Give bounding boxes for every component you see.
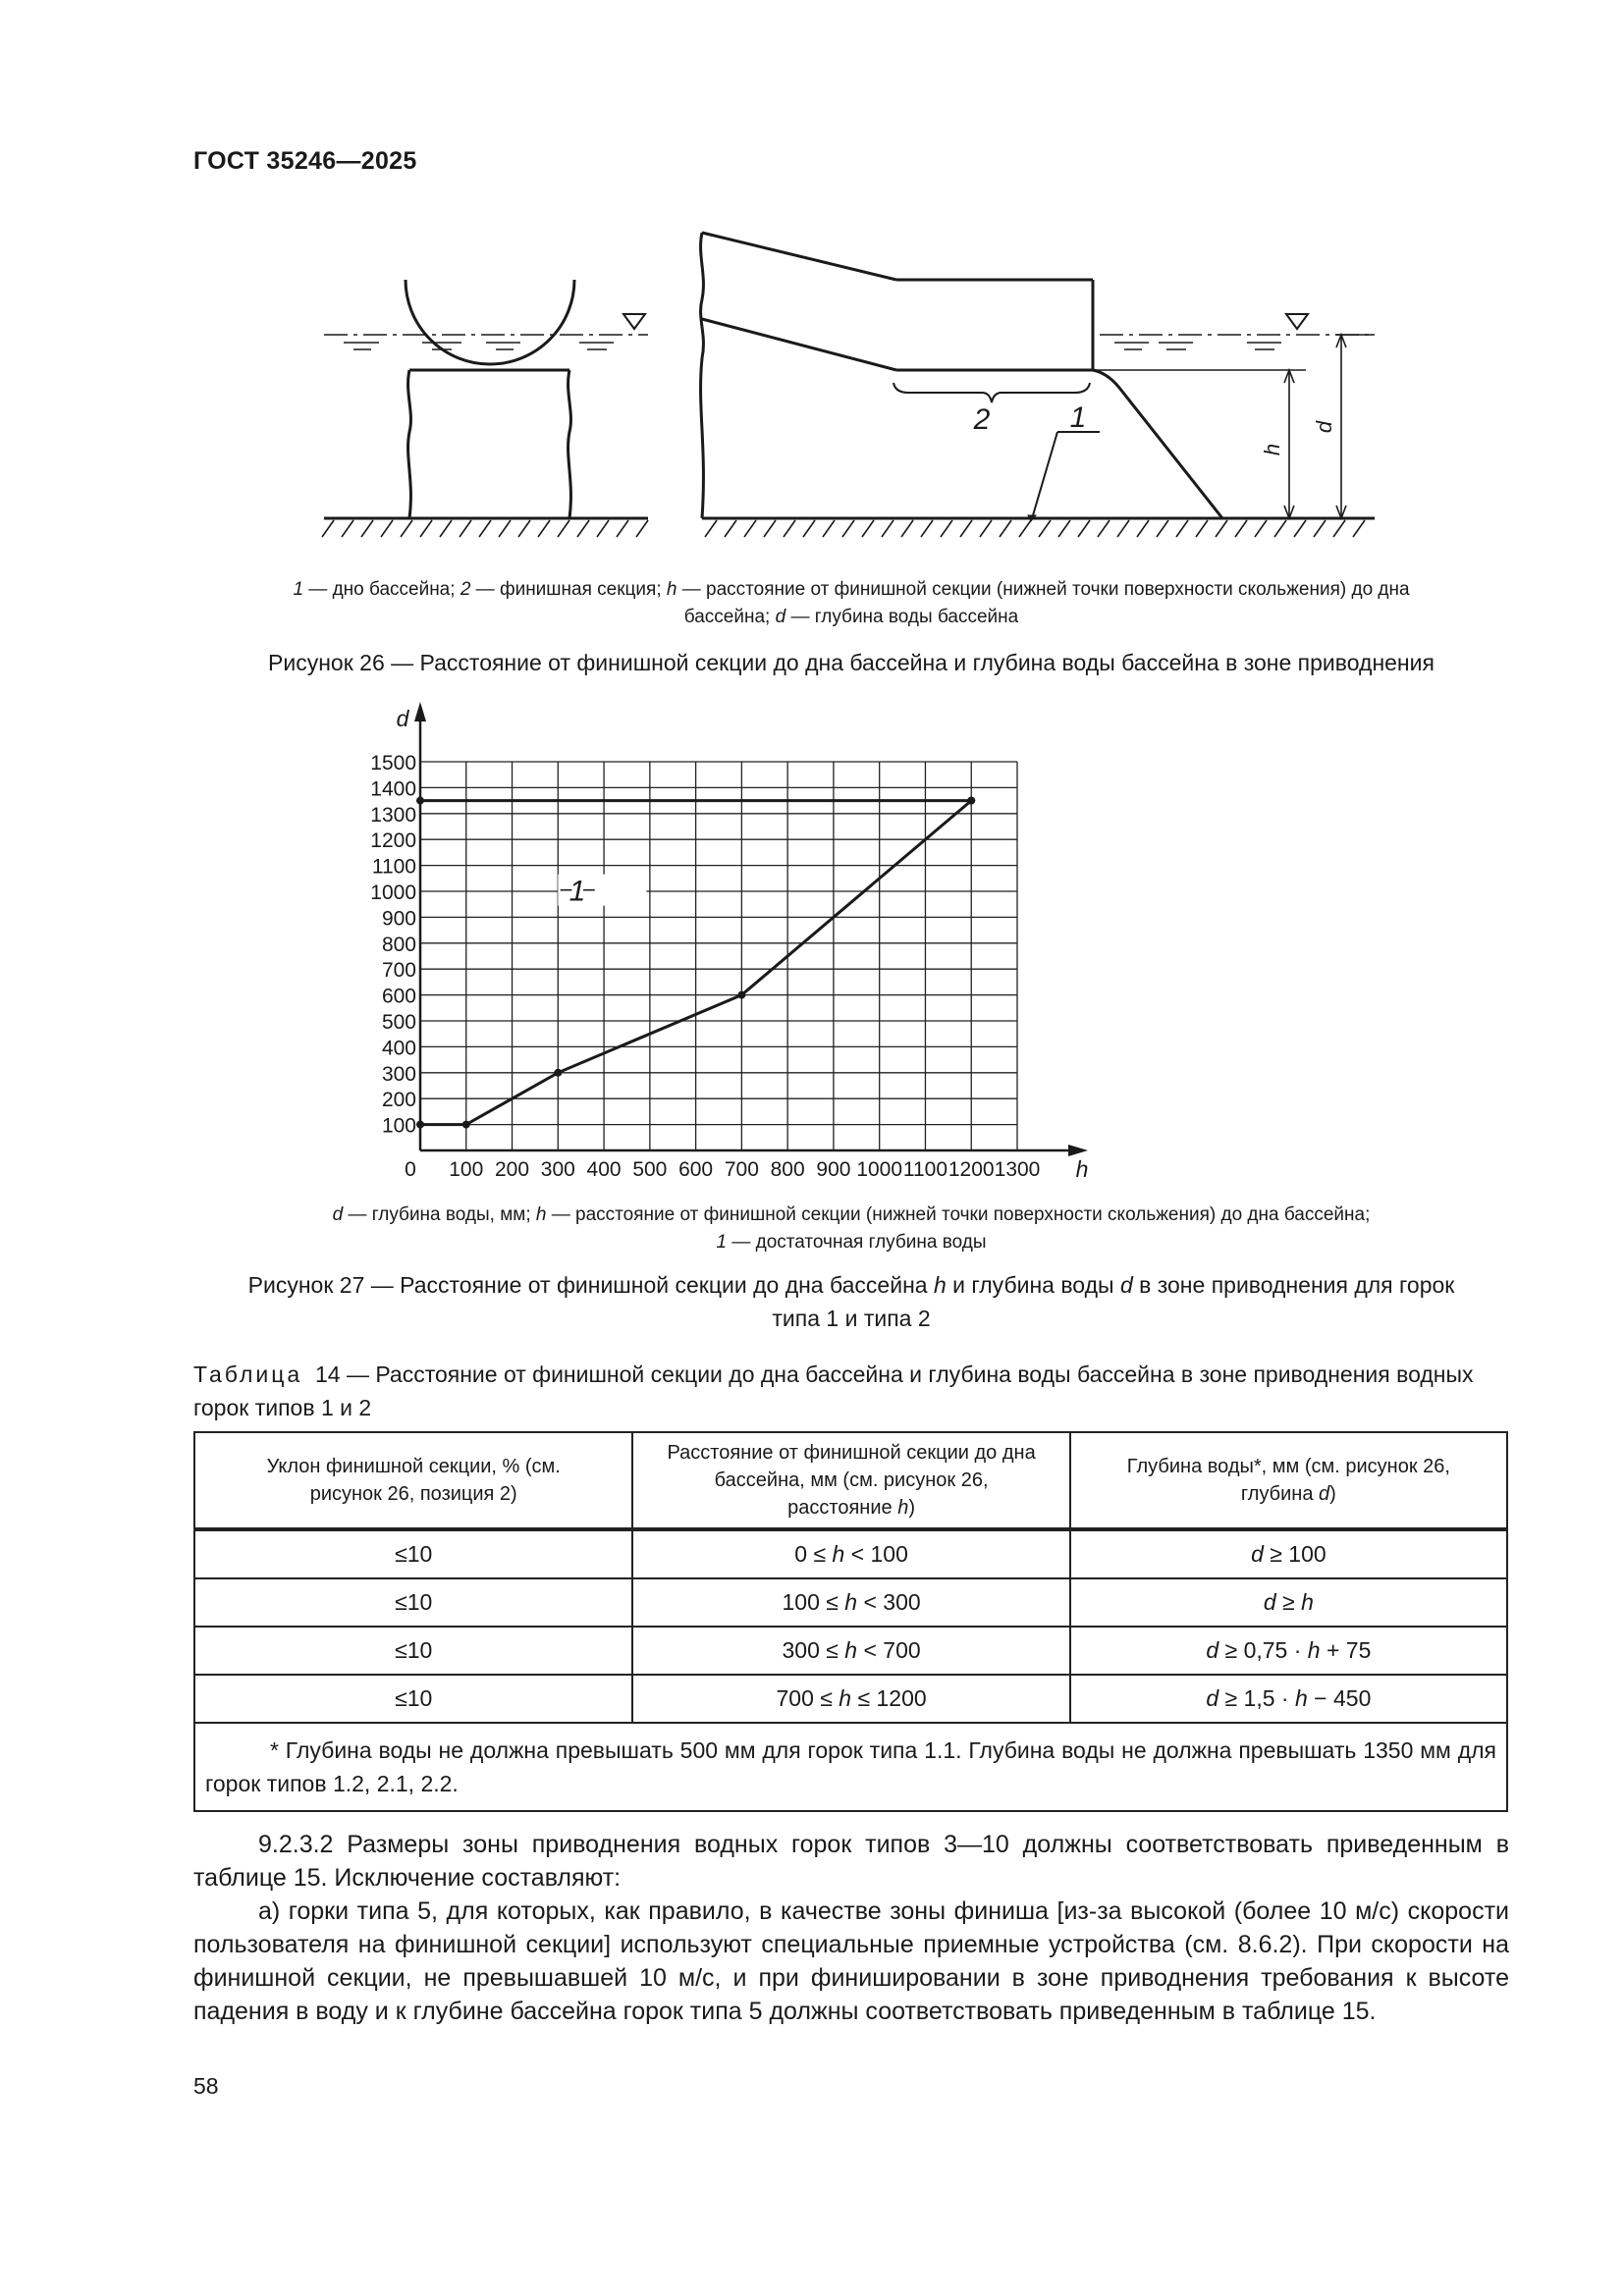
page-number: 58 <box>193 2073 219 2099</box>
figure-26-label-h: h <box>1260 443 1284 456</box>
data-point <box>554 1069 562 1077</box>
figure-26-legend-line1 <box>193 576 1509 604</box>
formula-variable: d <box>1206 1685 1219 1711</box>
paragraph: 9.2.3.2 Размеры зоны приводнения водных горок типов 3—10 должны соответствовать приведенным в таблице 15. Исключение составляют: <box>193 1831 1509 1892</box>
y-tick-label: 400 <box>381 1037 416 1060</box>
x-tick-label: 1200 <box>947 1158 995 1178</box>
header-text: Уклон финишной секции, % (см. рисунок 26, позиция 2) <box>266 1456 561 1505</box>
y-tick-label: 600 <box>381 985 416 1008</box>
table-14-title <box>193 1358 1509 1424</box>
figure-27-legend <box>193 1201 1509 1256</box>
figure-27-chart <box>353 702 1345 1178</box>
x-tick-label: 900 <box>816 1158 851 1178</box>
paragraph: а) горки типа 5, для которых, как правило, в качестве зоны финиша [из-за высокой (более 10 м/с) скорости пользователя на финишной секции] используют специальные приемные устройства (см. 8.6.2). При скорости на финишной секции, не превышавшей 10 м/с, и при финишировании в зоне приводнения требования к высоте падения в воду и к глубине бассейна горок типа 5 должны соответствовать приведенным в таблице 15. <box>193 1897 1509 2025</box>
y-tick-label: 1300 <box>370 803 416 827</box>
figure-27-legend-line1 <box>193 1201 1509 1229</box>
table-cell: 700 ≤ h ≤ 1200 <box>632 1675 1069 1723</box>
caption-text: и глубина воды <box>946 1272 1120 1298</box>
table-note <box>194 1723 1507 1811</box>
table-cell: 300 ≤ h < 700 <box>632 1627 1069 1675</box>
caption-text: в зоне приводнения для горок <box>1132 1272 1455 1298</box>
table-row <box>194 1675 1507 1723</box>
x-tick-label: 400 <box>586 1158 622 1178</box>
legend-term: 2 <box>460 579 471 600</box>
table-note-row <box>194 1723 1507 1811</box>
table-row <box>194 1627 1507 1675</box>
y-tick-label: 1100 <box>371 855 416 879</box>
legend-term: 1 <box>293 579 304 600</box>
header-text: Глубина воды*, мм (см. рисунок 26, глубина d) <box>1126 1456 1450 1505</box>
table-cell: 100 ≤ h < 300 <box>632 1578 1069 1627</box>
legend-text: — расстояние от финишной секции (нижней точки поверхности скольжения) до дна <box>677 579 1410 600</box>
formula-variable: h <box>1307 1637 1321 1663</box>
legend-term: 1 <box>716 1232 728 1253</box>
caption-term: h <box>933 1272 947 1298</box>
x-tick-label: 700 <box>724 1158 759 1178</box>
formula-variable: d <box>1251 1541 1264 1567</box>
legend-text: — достаточная глубина воды <box>727 1232 987 1253</box>
x-tick-label: 500 <box>632 1158 668 1178</box>
x-tick-label: 1100 <box>902 1158 948 1178</box>
formula-variable: h <box>844 1589 858 1615</box>
legend-text: — финишная секция; <box>470 579 667 600</box>
y-axis-label: d <box>396 706 409 731</box>
x-tick-label: 800 <box>770 1158 805 1178</box>
table-header-cell <box>194 1432 632 1529</box>
table-header-cell <box>632 1432 1069 1529</box>
legend-text: — дно бассейна; <box>303 579 460 600</box>
table-cell: d ≥ 1,5 · h − 450 <box>1070 1675 1507 1723</box>
x-tick-label: 600 <box>678 1158 714 1178</box>
formula-variable: h <box>839 1685 852 1711</box>
y-axis-arrow <box>414 702 426 721</box>
table-note-text: * Глубина воды не должна превышать 500 мм для горок типа 1.1. Глубина воды не должна превышать 1350 мм для горок типов 1.2, 2.1, 2.2. <box>205 1737 1496 1796</box>
caption-text: Рисунок 27 — Расстояние от финишной секции до дна бассейна <box>247 1272 934 1298</box>
chart-grid <box>420 762 1017 1150</box>
y-tick-label: 1400 <box>370 777 416 801</box>
legend-term: h <box>666 579 677 600</box>
data-point <box>416 797 424 805</box>
data-point <box>737 991 745 999</box>
table-cell: d ≥ h <box>1070 1578 1507 1627</box>
y-tick-label: 500 <box>381 1011 416 1034</box>
formula-variable: d <box>1263 1589 1276 1615</box>
formula-variable: h <box>1301 1589 1314 1615</box>
table-cell: ≤10 <box>194 1578 632 1627</box>
legend-term: d <box>775 607 786 627</box>
y-tick-label: 1500 <box>370 752 416 774</box>
y-tick-label: 1000 <box>370 881 416 904</box>
y-tick-label: 200 <box>381 1089 416 1112</box>
table-label: Таблица <box>193 1362 303 1387</box>
y-tick-label: 100 <box>381 1114 416 1138</box>
figure-26-label-item2: 2 <box>973 403 991 436</box>
figure-26-caption: Рисунок 26 — Расстояние от финишной секции до дна бассейна и глубина воды бассейна в зоне приводнения <box>268 650 1435 675</box>
data-point <box>967 797 975 805</box>
table-cell: d ≥ 0,75 · h + 75 <box>1070 1627 1507 1675</box>
figure-26-label-item1: 1 <box>1069 401 1087 434</box>
y-tick-label: 800 <box>381 933 416 956</box>
figure-26-diagram <box>314 221 1394 555</box>
table-14 <box>193 1431 1508 1812</box>
figure-26-legend <box>193 576 1509 631</box>
y-tick-label: 300 <box>381 1062 416 1086</box>
y-tick-label: 1200 <box>370 829 416 853</box>
legend-term: d <box>332 1204 344 1225</box>
caption-term: d <box>1119 1272 1133 1298</box>
chart-tick-labels <box>370 752 1040 1178</box>
x-tick-label: 300 <box>540 1158 575 1178</box>
header-text: Расстояние от финишной секции до дна бассейна, мм (см. рисунок 26, расстояние h) <box>667 1442 1036 1519</box>
figure-27-legend-line2 <box>193 1229 1509 1256</box>
x-axis-label: h <box>1075 1156 1089 1178</box>
figure-26-legend-line2 <box>193 604 1509 631</box>
y-tick-label: 900 <box>381 907 416 931</box>
legend-text: — глубина воды бассейна <box>785 607 1019 627</box>
formula-variable: h <box>897 1497 909 1519</box>
figure-27-caption <box>193 1268 1509 1335</box>
x-tick-label: 100 <box>449 1158 484 1178</box>
formula-variable: d <box>1319 1483 1330 1505</box>
x-tick-label: 1300 <box>994 1158 1041 1178</box>
table-cell: ≤10 <box>194 1627 632 1675</box>
formula-variable: d <box>1206 1637 1219 1663</box>
x-tick-label: 0 <box>405 1158 416 1178</box>
body-text <box>193 1828 1509 2028</box>
document-header: ГОСТ 35246—2025 <box>193 147 417 175</box>
table-cell: d ≥ 100 <box>1070 1529 1507 1578</box>
table-header-row <box>194 1432 1507 1529</box>
legend-term: h <box>535 1204 547 1225</box>
table-cell: ≤10 <box>194 1675 632 1723</box>
table-cell: 0 ≤ h < 100 <box>632 1529 1069 1578</box>
legend-text: — расстояние от финишной секции (нижней точки поверхности скольжения) до дна бассейна; <box>546 1204 1371 1225</box>
table-cell: ≤10 <box>194 1529 632 1578</box>
table-header-cell <box>1070 1432 1507 1529</box>
y-tick-label: 700 <box>381 959 416 983</box>
legend-text: — глубина воды, мм; <box>343 1204 536 1225</box>
table-row <box>194 1529 1507 1578</box>
annotation-label: 1 <box>568 875 586 908</box>
formula-variable: h <box>844 1637 858 1663</box>
figure-27-caption-line2: типа 1 и типа 2 <box>772 1306 931 1331</box>
x-axis-arrow <box>1068 1145 1088 1156</box>
table-title-text: 14 — Расстояние от финишной секции до дна бассейна и глубина воды бассейна в зоне приводнения водных горок типов 1 и 2 <box>193 1362 1474 1420</box>
figure-26-label-d: d <box>1312 420 1336 434</box>
data-point <box>416 1121 424 1129</box>
x-tick-label: 1000 <box>856 1158 903 1178</box>
formula-variable: h <box>1294 1685 1308 1711</box>
formula-variable: h <box>832 1541 845 1567</box>
chart-axes <box>414 702 1088 1156</box>
figure-27-caption-line1 <box>193 1268 1509 1302</box>
x-tick-label: 200 <box>495 1158 530 1178</box>
legend-text: бассейна; <box>683 607 776 627</box>
data-point <box>462 1121 470 1129</box>
table-row <box>194 1578 1507 1627</box>
